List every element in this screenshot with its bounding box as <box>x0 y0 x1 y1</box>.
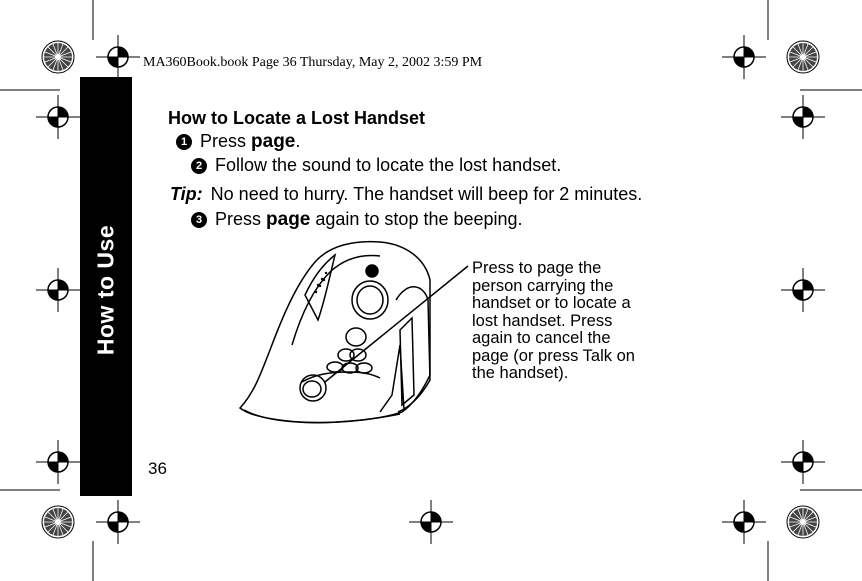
step-1-suffix: . <box>295 131 301 151</box>
step-2-text: Follow the sound to locate the lost handset. <box>215 155 562 175</box>
page-key-label: page <box>251 131 296 152</box>
page-number: 36 <box>148 459 167 478</box>
step-3-prefix: Press <box>215 209 267 229</box>
callout-text: Press to page the person carrying the handset or to locate a lost handset. Press again to cancel the page (or press Talk on the handset). <box>472 259 635 382</box>
step-3-suffix: again to stop the beeping. <box>310 209 523 229</box>
side-tab-label: How to Use <box>92 224 119 356</box>
step-1-marker: 1 <box>176 134 192 150</box>
book-header: MA360Book.book Page 36 Thursday, May 2, 2002 3:59 PM <box>143 55 483 70</box>
step-3-marker: 3 <box>191 212 207 228</box>
page-key-label: page <box>266 209 311 230</box>
step-2-marker: 2 <box>191 158 207 174</box>
section-title: How to Locate a Lost Handset <box>168 108 426 128</box>
step-1-prefix: Press <box>200 131 252 151</box>
tip-text: No need to hurry. The handset will beep for 2 minutes. <box>210 184 643 204</box>
tip-label: Tip: <box>170 184 203 204</box>
